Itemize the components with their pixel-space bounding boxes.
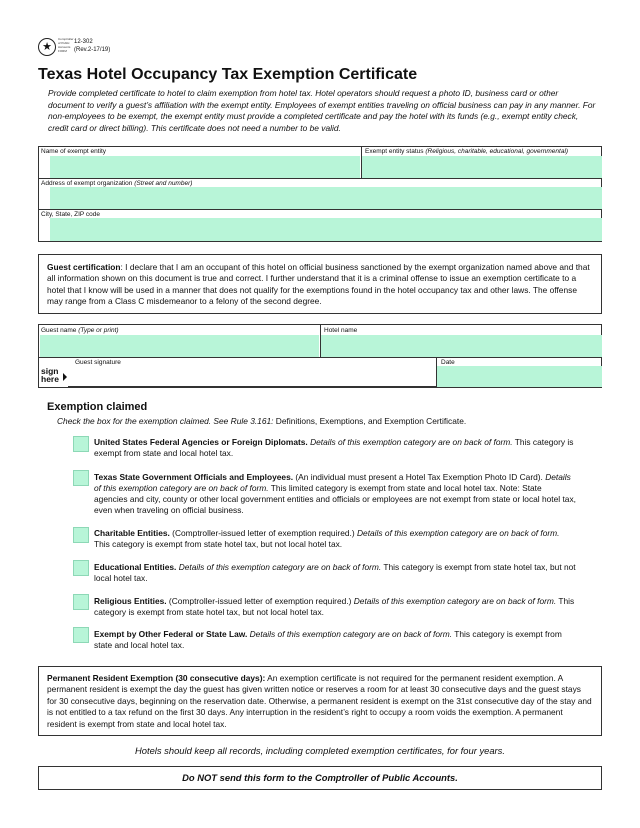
guest-section: [38, 324, 602, 388]
city-label: City, State, ZIP code: [41, 211, 101, 218]
hotel-name-label: Hotel name: [324, 327, 358, 334]
guest-name-field[interactable]: [40, 335, 319, 357]
address-label: Address of exempt organization (Street and number): [41, 180, 193, 187]
seal-text: Comptroller of Public Accounts FORM: [58, 37, 74, 53]
exemption-item-charitable: Charitable Entities. (Comptroller-issued letter of exemption required.) Details of this exemption category are on back of form. This category is exempt from state hotel tax, but not local hotel tax.: [94, 528, 560, 549]
exemption-item-other-law: Exempt by Other Federal or State Law. Details of this exemption category are on back of form. This category is exempt from state and local hotel tax.: [94, 629, 562, 650]
divider: [39, 209, 601, 210]
exemption-item-religious: Religious Entities. (Comptroller-issued letter of exemption required.) Details of this exemption category are on back of form. This category is exempt from state hotel tax, but not local hotel tax.: [94, 596, 575, 617]
divider: [39, 178, 601, 179]
exemption-heading: Exemption claimed: [47, 401, 148, 413]
form-number-block: [74, 38, 110, 54]
exemption-item-educational: Educational Entities. Details of this exemption category are on back of form. This category is exempt from state hotel tax, but not local hotel tax.: [94, 562, 576, 583]
form-number: 12-302: [74, 39, 93, 45]
certification-text: Guest certification: I declare that I am an occupant of this hotel on official business sanctioned by the exempt organization named above and that all information shown on this document is true and correct. I further understand that it is a criminal offense to issue an exemption certificate to a hotel that I know will be used in a manner that does not qualify for the exemptions found in the hotel occupancy tax and other laws. The offense may range from a Class C misdemeanor to a felony of the second degree.: [47, 262, 590, 307]
entity-name-field[interactable]: [50, 156, 360, 178]
checkbox-charitable[interactable]: [73, 527, 89, 543]
guest-signature-label: Guest signature: [75, 359, 121, 366]
entity-status-label: Exempt entity status (Religious, charitable, educational, governmental): [365, 148, 569, 155]
address-field[interactable]: [50, 187, 602, 209]
city-state-zip-field[interactable]: [50, 218, 602, 241]
sign-arrow-icon: [63, 373, 67, 381]
guest-name-label: Guest name (Type or print): [41, 327, 119, 334]
checkbox-federal[interactable]: [73, 436, 89, 452]
checkbox-educational[interactable]: [73, 560, 89, 576]
checkbox-religious[interactable]: [73, 594, 89, 610]
sign-here-marker: sign here: [41, 366, 59, 384]
intro-text: Provide completed certificate to hotel to claim exemption from hotel tax. Hotel operators should request a photo ID, business card or other document to verify a guest’s affiliation with the exempt entity. Employees of exempt entities traveling on official business can pay in any manner. For non-employees to be exempt, the exempt entity must provide a completed certificate and pay the hotel with its funds (e.g., exempt entity check, credit card or direct billing). This certificate does not need a number to be valid.: [48, 88, 596, 133]
exemption-item-federal: United States Federal Agencies or Foreign Diplomats. Details of this exemption category are on back of form. This category is exempt from state and local hotel tax.: [94, 437, 574, 458]
certification-heading: Guest certification: [47, 262, 121, 272]
date-label: Date: [441, 359, 455, 366]
comptroller-seal-icon: ★: [38, 38, 56, 56]
permanent-resident-text: Permanent Resident Exemption (30 consecutive days): An exemption certificate is not required for the permanent resident exemption. A permanent resident is exempt the day the guest has given written notice or reserves a room for at least 30 consecutive days and the guest stays for 30 consecutive days, beginning on the reservation date. Otherwise, a permanent resident is exempt on the 31st consecutive day of the stay and is not entitled to a tax refund on the first 30 days. Any interruption in the resident’s right to occupy a room voids the exemption. A permanent resident is exempt from state and local hotel tax.: [47, 673, 592, 729]
exemption-subheading: Check the box for the exemption claimed. See Rule 3.161: Definitions, Exemptions, and Exemption Certificate.: [57, 416, 467, 426]
hotel-name-field[interactable]: [321, 335, 602, 357]
records-note: Hotels should keep all records, including completed exemption certificates, for four years.: [135, 745, 505, 756]
exemption-item-state-government: Texas State Government Officials and Employees. (An individual must present a Hotel Tax Exemption Photo ID Card). Details of this exemption category are on back of form. This limited category is exempt from state and local hotel tax. Note: State agencies and city, county or other local government entities and officials or employees are not exempt from state or local hotel tax, even when traveling on official business.: [94, 472, 576, 515]
permanent-resident-box: [38, 666, 602, 736]
page-title: Texas Hotel Occupancy Tax Exemption Certificate: [38, 66, 418, 83]
guest-certification-box: [38, 254, 602, 314]
signature-line[interactable]: [68, 386, 436, 387]
divider: [39, 357, 601, 358]
checkbox-other-law[interactable]: [73, 627, 89, 643]
permanent-resident-heading: Permanent Resident Exemption (30 consecutive days):: [47, 673, 266, 683]
entity-section: [38, 146, 602, 242]
checkbox-state-government[interactable]: [73, 470, 89, 486]
do-not-send-notice: Do NOT send this form to the Comptroller of Public Accounts.: [38, 766, 602, 790]
date-field[interactable]: [437, 366, 602, 387]
form-revision: (Rev.2-17/19): [74, 47, 111, 53]
entity-name-label: Name of exempt entity: [41, 148, 107, 155]
entity-status-field[interactable]: [362, 156, 602, 178]
